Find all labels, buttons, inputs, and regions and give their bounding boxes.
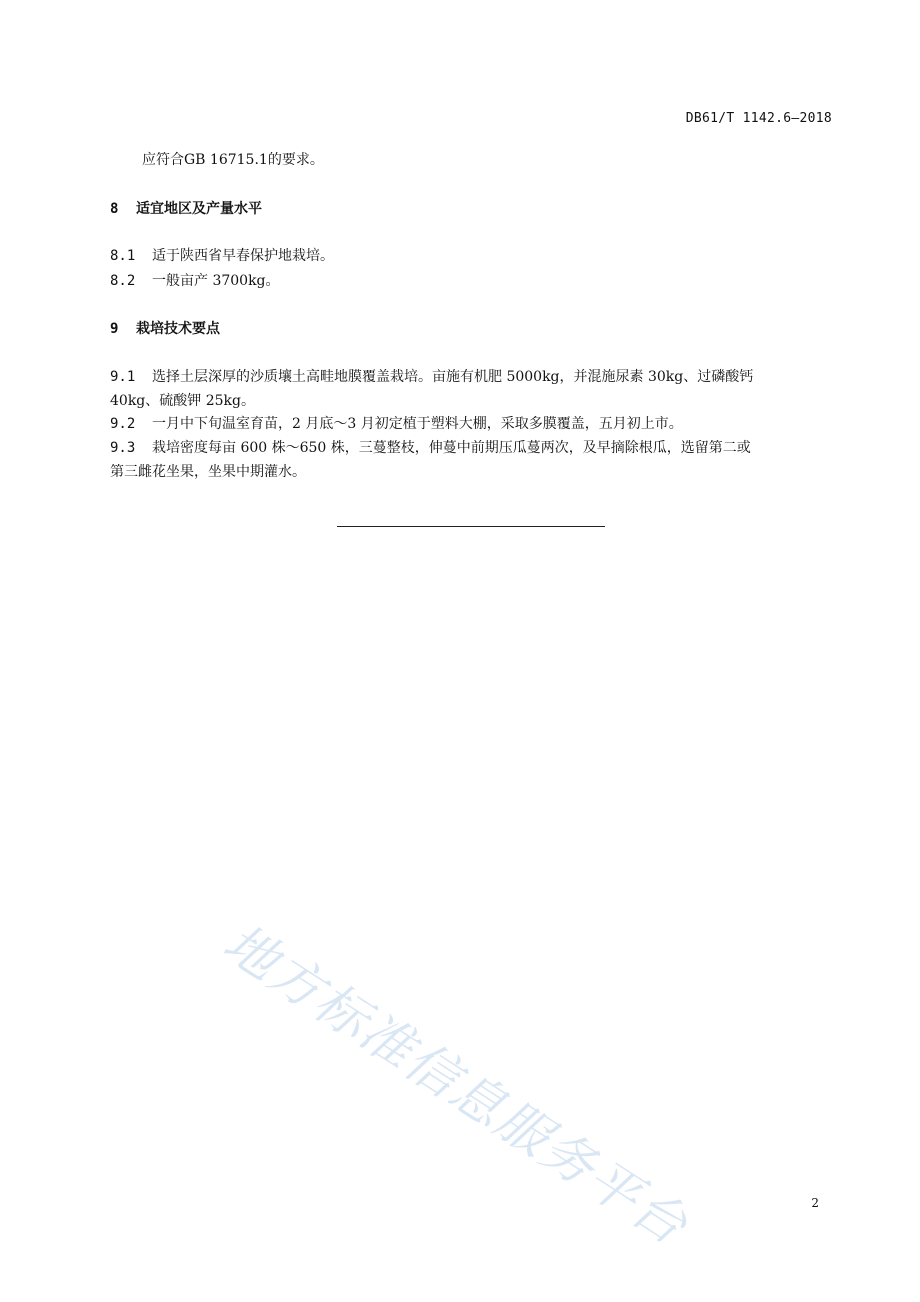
end-divider: [337, 526, 605, 527]
section-8-number: 8: [110, 201, 119, 217]
clause-9-1-continuation: 40kg、硫酸钾 25kg。: [110, 393, 255, 409]
clause-number: 8.2: [110, 273, 136, 289]
clause-9-3: [110, 438, 751, 458]
clause-8-1: [110, 246, 334, 266]
clause-number: 9.1: [110, 369, 136, 385]
clause-text: 一般亩产 3700kg。: [152, 273, 280, 289]
watermark: 地方标准信息服务平台: [212, 912, 699, 1258]
clause-text: 适于陕西省早春保护地栽培。: [152, 248, 334, 264]
clause-number: 9.3: [110, 440, 136, 456]
continuation-text: 应符合GB 16715.1的要求。: [142, 152, 324, 168]
clause-9-1: [110, 367, 753, 387]
section-9-title: 栽培技术要点: [136, 321, 220, 337]
document-code: DB61/T 1142.6—2018: [685, 111, 832, 126]
clause-number: 8.1: [110, 248, 136, 264]
section-8-title: 适宜地区及产量水平: [136, 201, 262, 217]
clause-text: 一月中下旬温室育苗，2 月底～3 月初定植于塑料大棚，采取多膜覆盖，五月初上市。: [152, 416, 683, 432]
section-9-number: 9: [110, 321, 119, 337]
section-9-heading: [110, 319, 220, 339]
clause-text: 选择土层深厚的沙质壤土高畦地膜覆盖栽培。亩施有机肥 5000kg，并混施尿素 30kg、过磷酸钙: [152, 369, 754, 385]
clause-number: 9.2: [110, 416, 136, 432]
clause-text: 栽培密度每亩 600 株～650 株，三蔓整枝，伸蔓中前期压瓜蔓两次，及早摘除根瓜，选留第二或: [152, 440, 751, 456]
section-8-heading: [110, 199, 262, 219]
clause-9-2: [110, 414, 683, 434]
clause-8-2: [110, 271, 280, 291]
clause-9-3-continuation: 第三雌花坐果，坐果中期灌水。: [110, 464, 306, 480]
page-number: 2: [811, 1196, 819, 1210]
